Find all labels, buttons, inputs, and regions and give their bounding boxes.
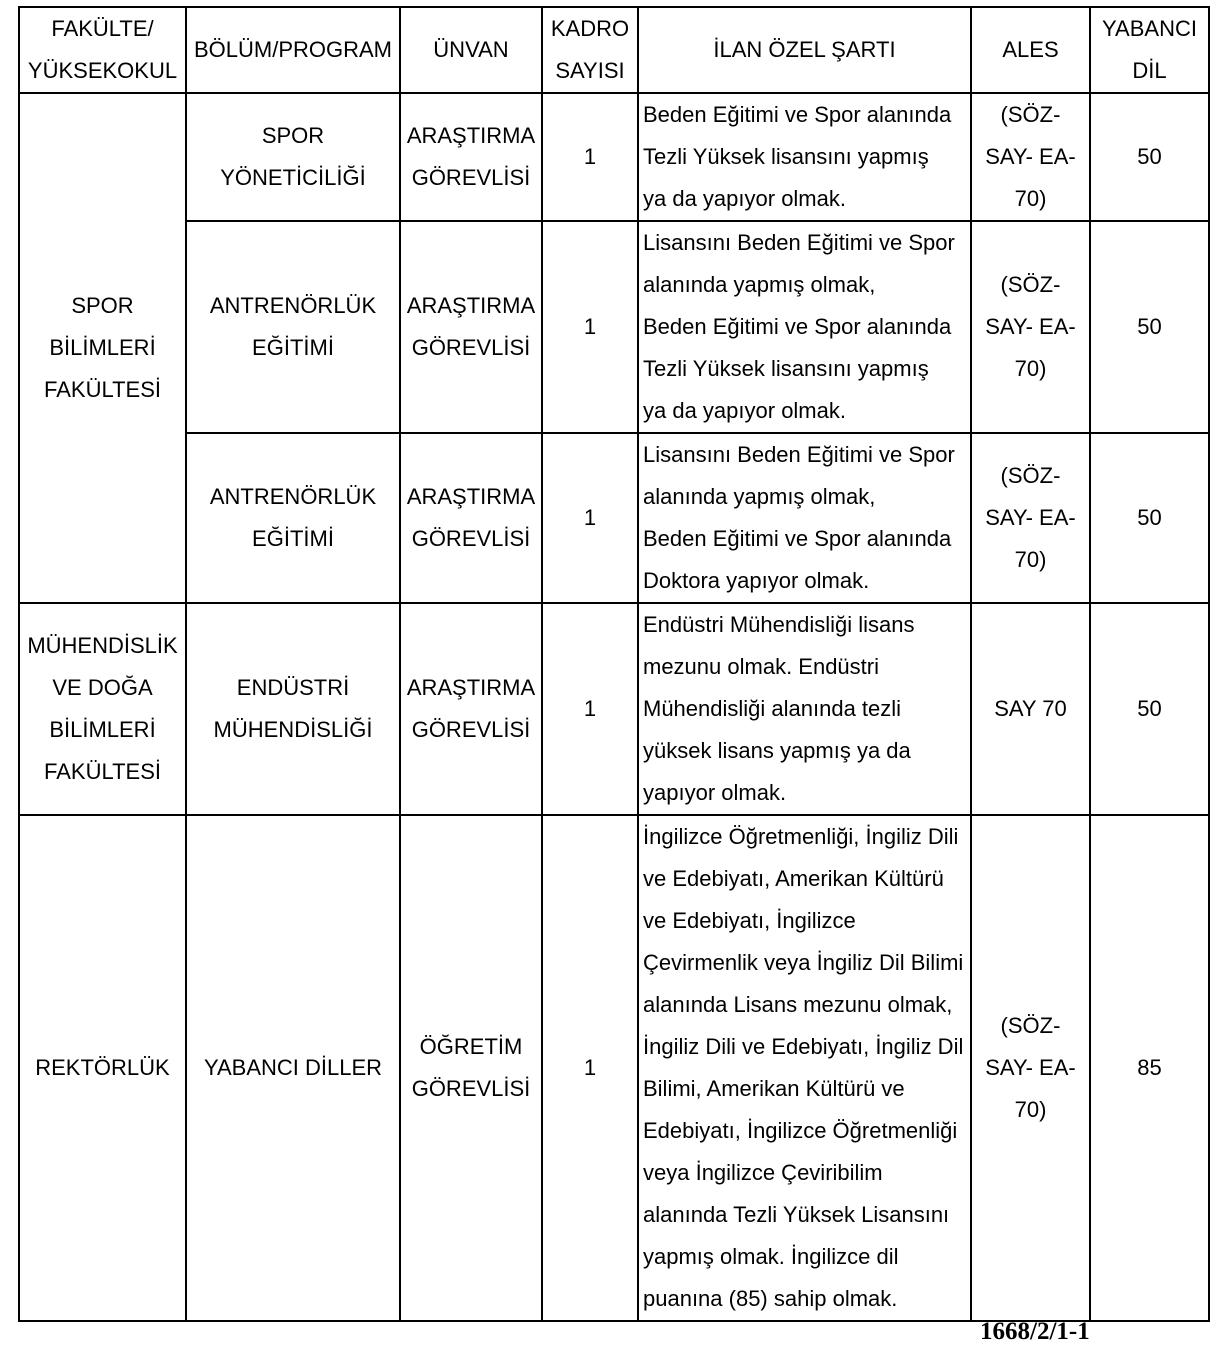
language-cell: 50 <box>1090 221 1209 433</box>
department-cell: ANTRENÖRLÜK EĞİTİMİ <box>186 221 400 433</box>
condition-cell: Lisansını Beden Eğitimi ve Spor alanında yapmış olmak, Beden Eğitimi ve Spor alanında Tezli Yüksek lisansını yapmış ya da yapıyor olmak. <box>638 221 971 433</box>
title-cell: ARAŞTIRMA GÖREVLİSİ <box>400 221 542 433</box>
table-row <box>19 603 1209 815</box>
header-count: KADRO SAYISI <box>542 7 638 93</box>
title-cell: ARAŞTIRMA GÖREVLİSİ <box>400 603 542 815</box>
language-cell: 50 <box>1090 433 1209 603</box>
header-condition: İLAN ÖZEL ŞARTI <box>638 7 971 93</box>
ales-cell: (SÖZ- SAY- EA- 70) <box>971 221 1090 433</box>
header-faculty: FAKÜLTE/ YÜKSEKOKUL <box>19 7 186 93</box>
document-reference: 1668/2/1-1 <box>980 1318 1090 1345</box>
condition-cell: Beden Eğitimi ve Spor alanında Tezli Yüksek lisansını yapmış ya da yapıyor olmak. <box>638 93 971 221</box>
count-cell: 1 <box>542 221 638 433</box>
title-cell: ÖĞRETİM GÖREVLİSİ <box>400 815 542 1321</box>
count-cell: 1 <box>542 603 638 815</box>
header-ales: ALES <box>971 7 1090 93</box>
title-cell: ARAŞTIRMA GÖREVLİSİ <box>400 93 542 221</box>
faculty-cell: SPOR BİLİMLERİ FAKÜLTESİ <box>19 93 186 603</box>
table-row <box>19 433 1209 603</box>
table-row <box>19 221 1209 433</box>
faculty-cell: MÜHENDİSLİK VE DOĞA BİLİMLERİ FAKÜLTESİ <box>19 603 186 815</box>
language-cell: 50 <box>1090 603 1209 815</box>
header-title: ÜNVAN <box>400 7 542 93</box>
ales-cell: (SÖZ- SAY- EA- 70) <box>971 433 1090 603</box>
count-cell: 1 <box>542 93 638 221</box>
header-row <box>19 7 1209 93</box>
count-cell: 1 <box>542 815 638 1321</box>
condition-cell: İngilizce Öğretmenliği, İngiliz Dili ve Edebiyatı, Amerikan Kültürü ve Edebiyatı, İngilizce Çevirmenlik veya İngiliz Dil Bilimi alanında Lisans mezunu olmak, İngiliz Dili ve Edebiyatı, İngiliz Dil Bilimi, Amerikan Kültürü ve Edebiyatı, İngilizce Öğretmenliği veya İngilizce Çeviribilim alanında Tezli Yüksek Lisansını yapmış olmak. İngilizce dil puanına (85) sahip olmak. <box>638 815 971 1321</box>
condition-cell: Lisansını Beden Eğitimi ve Spor alanında yapmış olmak, Beden Eğitimi ve Spor alanında Doktora yapıyor olmak. <box>638 433 971 603</box>
condition-cell: Endüstri Mühendisliği lisans mezunu olmak. Endüstri Mühendisliği alanında tezli yüksek lisans yapmış ya da yapıyor olmak. <box>638 603 971 815</box>
header-language: YABANCI DİL <box>1090 7 1209 93</box>
table-row <box>19 93 1209 221</box>
department-cell: ANTRENÖRLÜK EĞİTİMİ <box>186 433 400 603</box>
header-department: BÖLÜM/PROGRAM <box>186 7 400 93</box>
faculty-cell: REKTÖRLÜK <box>19 815 186 1321</box>
department-cell: YABANCI DİLLER <box>186 815 400 1321</box>
ales-cell: (SÖZ- SAY- EA- 70) <box>971 815 1090 1321</box>
ales-cell: SAY 70 <box>971 603 1090 815</box>
count-cell: 1 <box>542 433 638 603</box>
language-cell: 85 <box>1090 815 1209 1321</box>
table-row <box>19 815 1209 1321</box>
department-cell: SPOR YÖNETİCİLİĞİ <box>186 93 400 221</box>
ales-cell: (SÖZ- SAY- EA- 70) <box>971 93 1090 221</box>
title-cell: ARAŞTIRMA GÖREVLİSİ <box>400 433 542 603</box>
language-cell: 50 <box>1090 93 1209 221</box>
positions-table <box>18 6 1210 1322</box>
department-cell: ENDÜSTRİ MÜHENDİSLİĞİ <box>186 603 400 815</box>
